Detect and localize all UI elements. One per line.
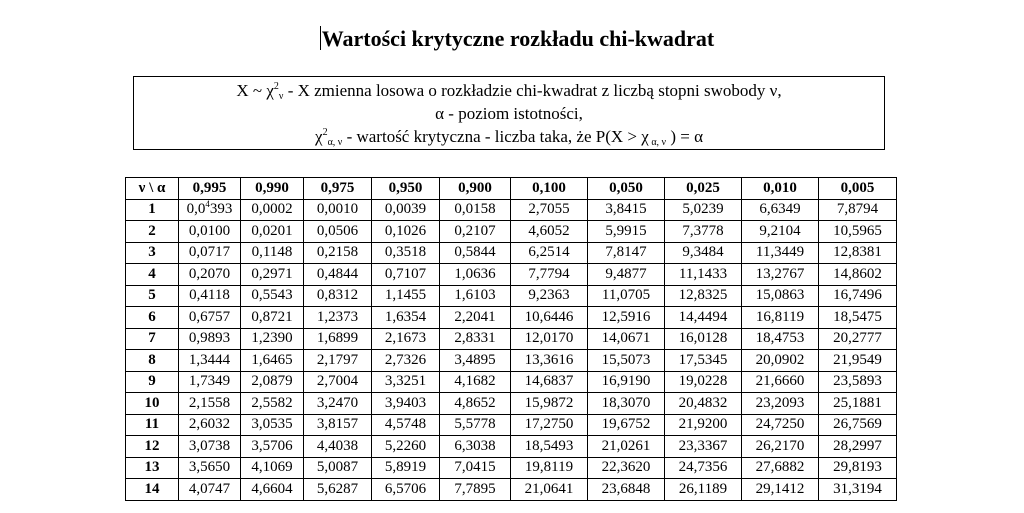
value-cell: 0,0010 xyxy=(304,199,372,221)
value-cell: 3,0738 xyxy=(179,436,241,458)
value-cell: 0,2971 xyxy=(241,264,304,286)
value-cell: 2,5582 xyxy=(241,393,304,415)
table-row xyxy=(126,328,897,350)
title-text: Wartości krytyczne rozkładu chi-kwadrat xyxy=(321,26,715,51)
value-cell: 11,1433 xyxy=(665,264,742,286)
value-cell: 29,8193 xyxy=(819,457,897,479)
value-cell: 18,3070 xyxy=(588,393,665,415)
value-cell: 9,2104 xyxy=(742,221,819,243)
value-cell: 21,6660 xyxy=(742,371,819,393)
value-cell: 16,7496 xyxy=(819,285,897,307)
value-cell: 25,1881 xyxy=(819,393,897,415)
value-cell: 0,9893 xyxy=(179,328,241,350)
value-cell: 5,6287 xyxy=(304,479,372,501)
value-cell: 9,3484 xyxy=(665,242,742,264)
chi-superscript-2: 2 xyxy=(322,127,328,138)
definition-line-2 xyxy=(134,102,884,125)
degrees-of-freedom-cell: 11 xyxy=(126,414,179,436)
chi-symbol-2: χ xyxy=(315,127,323,146)
corner-header: ν \ α xyxy=(126,178,179,200)
definition-text-3-end: ) = α xyxy=(666,127,703,146)
value-cell: 31,3194 xyxy=(819,479,897,501)
definition-line-1 xyxy=(134,79,884,102)
value-cell: 0,6757 xyxy=(179,307,241,329)
value-cell: 12,0170 xyxy=(511,328,588,350)
value-cell: 15,9872 xyxy=(511,393,588,415)
value-cell: 1,6899 xyxy=(304,328,372,350)
definition-box xyxy=(133,76,885,150)
value-cell: 18,5493 xyxy=(511,436,588,458)
definition-line-3 xyxy=(134,125,884,148)
value-cell: 4,6604 xyxy=(241,479,304,501)
value-cell: 15,0863 xyxy=(742,285,819,307)
table-row xyxy=(126,307,897,329)
value-cell: 7,8147 xyxy=(588,242,665,264)
alpha-header: 0,950 xyxy=(372,178,440,200)
value-cell: 23,5893 xyxy=(819,371,897,393)
value-cell: 3,2470 xyxy=(304,393,372,415)
value-cell: 21,0641 xyxy=(511,479,588,501)
table-row xyxy=(126,436,897,458)
value-cell: 5,9915 xyxy=(588,221,665,243)
value-cell: 16,8119 xyxy=(742,307,819,329)
value-cell: 2,7326 xyxy=(372,350,440,372)
value-cell: 0,0201 xyxy=(241,221,304,243)
value-cell: 2,7055 xyxy=(511,199,588,221)
value-cell: 14,4494 xyxy=(665,307,742,329)
value-cell: 11,3449 xyxy=(742,242,819,264)
value-cell: 12,8325 xyxy=(665,285,742,307)
alpha-header: 0,900 xyxy=(440,178,511,200)
value-cell: 26,7569 xyxy=(819,414,897,436)
text-cursor xyxy=(320,26,321,50)
value-cell: 18,5475 xyxy=(819,307,897,329)
value-cell: 2,1797 xyxy=(304,350,372,372)
degrees-of-freedom-cell: 6 xyxy=(126,307,179,329)
chi-subscript-2: α, ν xyxy=(327,137,343,148)
value-cell: 0,8312 xyxy=(304,285,372,307)
value-cell: 11,0705 xyxy=(588,285,665,307)
value-cell: 0,4844 xyxy=(304,264,372,286)
value-cell: 5,0087 xyxy=(304,457,372,479)
value-cell: 10,6446 xyxy=(511,307,588,329)
value-cell: 0,5543 xyxy=(241,285,304,307)
value-cell: 0,1148 xyxy=(241,242,304,264)
value-cell: 0,1026 xyxy=(372,221,440,243)
degrees-of-freedom-cell: 9 xyxy=(126,371,179,393)
value-cell: 2,6032 xyxy=(179,414,241,436)
value-cell: 5,0239 xyxy=(665,199,742,221)
value-cell: 1,0636 xyxy=(440,264,511,286)
degrees-of-freedom-cell: 5 xyxy=(126,285,179,307)
value-cell: 2,1558 xyxy=(179,393,241,415)
value-cell: 23,6848 xyxy=(588,479,665,501)
value-cell: 7,8794 xyxy=(819,199,897,221)
value-cell: 0,0039 xyxy=(372,199,440,221)
value-cell: 0,0506 xyxy=(304,221,372,243)
value-cell: 22,3620 xyxy=(588,457,665,479)
value-exponent: 4 xyxy=(205,199,210,210)
value-rest: 393 xyxy=(209,201,233,218)
value-cell: 6,5706 xyxy=(372,479,440,501)
value-cell: 6,2514 xyxy=(511,242,588,264)
value-cell: 23,2093 xyxy=(742,393,819,415)
value-cell xyxy=(179,199,241,221)
alpha-header: 0,050 xyxy=(588,178,665,200)
value-cell: 2,0879 xyxy=(241,371,304,393)
chi-subscript-3: α, ν xyxy=(648,137,667,148)
value-cell: 16,0128 xyxy=(665,328,742,350)
value-cell: 9,2363 xyxy=(511,285,588,307)
value-cell: 0,0002 xyxy=(241,199,304,221)
value-cell: 21,0261 xyxy=(588,436,665,458)
value-cell: 14,0671 xyxy=(588,328,665,350)
value-cell: 4,0747 xyxy=(179,479,241,501)
chi-symbol: X ~ χ xyxy=(236,81,274,100)
value-cell: 3,4895 xyxy=(440,350,511,372)
value-cell: 19,6752 xyxy=(588,414,665,436)
table-body xyxy=(126,199,897,500)
table-row xyxy=(126,264,897,286)
value-cell: 0,0100 xyxy=(179,221,241,243)
value-cell: 1,7349 xyxy=(179,371,241,393)
degrees-of-freedom-cell: 14 xyxy=(126,479,179,501)
value-cell: 1,1455 xyxy=(372,285,440,307)
value-cell: 4,1682 xyxy=(440,371,511,393)
page-title xyxy=(0,24,1024,54)
degrees-of-freedom-cell: 10 xyxy=(126,393,179,415)
alpha-header: 0,995 xyxy=(179,178,241,200)
value-cell: 1,6354 xyxy=(372,307,440,329)
table-row xyxy=(126,479,897,501)
definition-text-2: α - poziom istotności, xyxy=(435,104,583,123)
table-header-row xyxy=(126,178,897,200)
table-row xyxy=(126,221,897,243)
value-cell: 29,1412 xyxy=(742,479,819,501)
value-cell: 7,7794 xyxy=(511,264,588,286)
degrees-of-freedom-cell: 3 xyxy=(126,242,179,264)
value-cell: 17,2750 xyxy=(511,414,588,436)
value-cell: 21,9200 xyxy=(665,414,742,436)
alpha-header: 0,975 xyxy=(304,178,372,200)
table-row xyxy=(126,242,897,264)
table-row xyxy=(126,371,897,393)
critical-values-table xyxy=(125,177,897,501)
value-cell: 19,0228 xyxy=(665,371,742,393)
table-row xyxy=(126,393,897,415)
value-cell: 2,2041 xyxy=(440,307,511,329)
alpha-header: 0,005 xyxy=(819,178,897,200)
value-cell: 4,6052 xyxy=(511,221,588,243)
value-cell: 7,0415 xyxy=(440,457,511,479)
alpha-header: 0,990 xyxy=(241,178,304,200)
table-row xyxy=(126,199,897,221)
value-cell: 12,8381 xyxy=(819,242,897,264)
value-cell: 0,0717 xyxy=(179,242,241,264)
degrees-of-freedom-cell: 2 xyxy=(126,221,179,243)
value-cell: 16,9190 xyxy=(588,371,665,393)
table-row xyxy=(126,285,897,307)
value-cell: 0,5844 xyxy=(440,242,511,264)
table-row xyxy=(126,414,897,436)
value-cell: 0,7107 xyxy=(372,264,440,286)
value-cell: 6,3038 xyxy=(440,436,511,458)
chi-subscript: ν xyxy=(278,91,284,102)
value-cell: 1,6465 xyxy=(241,350,304,372)
value-cell: 20,2777 xyxy=(819,328,897,350)
value-cell: 5,5778 xyxy=(440,414,511,436)
value-cell: 10,5965 xyxy=(819,221,897,243)
value-cell: 3,0535 xyxy=(241,414,304,436)
value-cell: 3,3251 xyxy=(372,371,440,393)
value-cell: 26,2170 xyxy=(742,436,819,458)
degrees-of-freedom-cell: 1 xyxy=(126,199,179,221)
alpha-header: 0,010 xyxy=(742,178,819,200)
degrees-of-freedom-cell: 12 xyxy=(126,436,179,458)
value-prefix: 0,0 xyxy=(186,201,206,218)
value-cell: 0,2107 xyxy=(440,221,511,243)
value-cell: 13,3616 xyxy=(511,350,588,372)
value-cell: 7,7895 xyxy=(440,479,511,501)
table-row xyxy=(126,350,897,372)
value-cell: 3,8415 xyxy=(588,199,665,221)
definition-text-3: - wartość krytyczna - liczba taka, że P(X > χ xyxy=(342,127,649,146)
table-row xyxy=(126,457,897,479)
value-cell: 1,2390 xyxy=(241,328,304,350)
value-cell: 1,2373 xyxy=(304,307,372,329)
value-cell: 20,0902 xyxy=(742,350,819,372)
degrees-of-freedom-cell: 8 xyxy=(126,350,179,372)
value-cell: 0,4118 xyxy=(179,285,241,307)
value-cell: 1,6103 xyxy=(440,285,511,307)
value-cell: 7,3778 xyxy=(665,221,742,243)
value-cell: 2,7004 xyxy=(304,371,372,393)
value-cell: 6,6349 xyxy=(742,199,819,221)
value-cell: 3,5706 xyxy=(241,436,304,458)
value-cell: 3,5650 xyxy=(179,457,241,479)
alpha-header: 0,025 xyxy=(665,178,742,200)
value-cell: 15,5073 xyxy=(588,350,665,372)
value-cell: 13,2767 xyxy=(742,264,819,286)
value-cell: 17,5345 xyxy=(665,350,742,372)
value-cell: 9,4877 xyxy=(588,264,665,286)
value-cell: 12,5916 xyxy=(588,307,665,329)
value-cell: 0,2158 xyxy=(304,242,372,264)
definition-text-1: - X zmienna losowa o rozkładzie chi-kwadrat z liczbą stopni swobody ν, xyxy=(283,81,782,100)
degrees-of-freedom-cell: 7 xyxy=(126,328,179,350)
value-cell: 24,7356 xyxy=(665,457,742,479)
value-cell: 14,6837 xyxy=(511,371,588,393)
value-cell: 21,9549 xyxy=(819,350,897,372)
value-cell: 4,5748 xyxy=(372,414,440,436)
alpha-header: 0,100 xyxy=(511,178,588,200)
value-cell: 2,1673 xyxy=(372,328,440,350)
value-cell: 2,8331 xyxy=(440,328,511,350)
value-cell: 27,6882 xyxy=(742,457,819,479)
value-cell: 14,8602 xyxy=(819,264,897,286)
value-cell: 0,8721 xyxy=(241,307,304,329)
value-cell: 4,1069 xyxy=(241,457,304,479)
degrees-of-freedom-cell: 4 xyxy=(126,264,179,286)
degrees-of-freedom-cell: 13 xyxy=(126,457,179,479)
value-cell: 20,4832 xyxy=(665,393,742,415)
value-cell: 0,0158 xyxy=(440,199,511,221)
chi-superscript: 2 xyxy=(273,81,279,92)
value-cell: 0,3518 xyxy=(372,242,440,264)
value-cell: 24,7250 xyxy=(742,414,819,436)
value-cell: 0,2070 xyxy=(179,264,241,286)
value-cell: 19,8119 xyxy=(511,457,588,479)
value-cell: 3,9403 xyxy=(372,393,440,415)
value-cell: 26,1189 xyxy=(665,479,742,501)
value-cell: 5,2260 xyxy=(372,436,440,458)
value-cell: 4,8652 xyxy=(440,393,511,415)
value-cell: 23,3367 xyxy=(665,436,742,458)
value-cell: 3,8157 xyxy=(304,414,372,436)
value-cell: 5,8919 xyxy=(372,457,440,479)
value-cell: 4,4038 xyxy=(304,436,372,458)
value-cell: 18,4753 xyxy=(742,328,819,350)
value-cell: 1,3444 xyxy=(179,350,241,372)
value-cell: 28,2997 xyxy=(819,436,897,458)
